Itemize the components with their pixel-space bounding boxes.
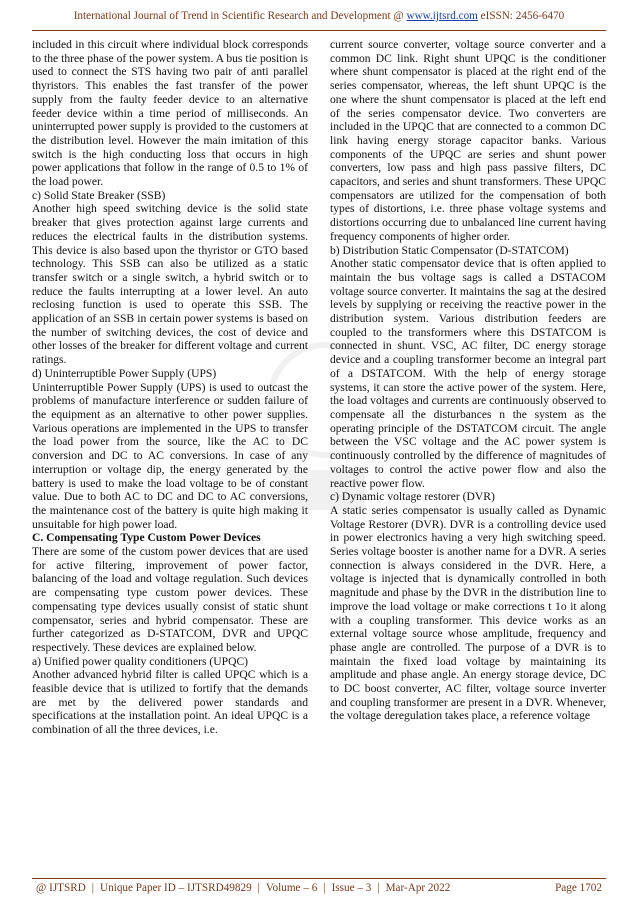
section-heading-c: C. Compensating Type Custom Power Devices — [32, 531, 261, 545]
subsection-heading-ssb: c) Solid State Breaker (SSB) — [32, 188, 166, 202]
footer-paper-id: Unique Paper ID – IJTSRD49829 — [100, 882, 252, 894]
paragraph: A static series compensator is usually called as Dynamic Voltage Restorer (DVR). DVR is a controlling device used in power electronics having a very high switching speed. Series voltage booster is another name for a DVR. A series connection is always considered in the DVR. Here, a voltage is injected that is dynamically controlled in both magnitude and phase by the DVR in the distribution line to improve the load voltage or make corrections t 1o it along with a coupling transformer. This device works as an external voltage source whose amplitude, frequency and phase angle are controlled. The purpose of a DVR is to maintain the fixed load voltage by maintaining its amplitude and phase angle. An energy storage device, DC to DC boost converter, AC filter, voltage source inverter and coupling transformer are present in a DVR. Whenever, the voltage deregulation takes place, a reference voltage — [330, 503, 606, 723]
journal-name: International Journal of Trend in Scientific Research and Development @ — [73, 10, 407, 22]
footer-volume: Volume – 6 — [265, 882, 318, 894]
subsection-heading-dvr: c) Dynamic voltage restorer (DVR) — [330, 490, 495, 504]
page-number: Page 1702 — [555, 882, 602, 894]
footer-meta: @ IJTSRD | Unique Paper ID – IJTSRD49829 | Volume – 6 | Issue – 3 | Mar-Apr 2022 — [36, 882, 451, 894]
footer-date: Mar-Apr 2022 — [385, 882, 451, 894]
header-divider — [32, 30, 606, 31]
running-footer — [36, 882, 602, 894]
paragraph: Another high speed switching device is the solid state breaker that gives protection against large currents and reduces the electrical faults in the distribution systems. This device is also based upon the thyristor or GTO based technology. This SSB can also be utilized as a static transfer switch or a single switch, a hybrid switch or to reduce the faults interrupting at a lower level. An auto reclosing function is used to operate this SSB. The application of an SSB in certain power systems is based on the number of switching devices, the cost of device and other losses of the breaker for different voltage and current ratings. — [32, 202, 308, 367]
left-column — [32, 38, 308, 737]
footer-divider — [32, 878, 606, 879]
footer-site: @ IJTSRD — [36, 882, 86, 894]
paragraph: Uninterruptible Power Supply (UPS) is used to outcast the problems of manufacture interference or sudden failure of the equipment as an alternative to other power supplies. Various operations are implemented in the UPS to transfer the load power from the source, like the AC to DC conversion and DC to AC conversions. In case of any interruption or voltage dip, the energy generated by the battery is used to make the load voltage to be of constant value. Due to both AC to DC and DC to AC conversions, the maintenance cost of the battery is quite high making it unsuitable for high power load. — [32, 380, 308, 531]
right-column — [330, 38, 606, 723]
subsection-heading-dstatcom: b) Distribution Static Compensator (D-STATCOM) — [330, 243, 569, 257]
journal-url-link[interactable]: www.ijtsrd.com — [406, 10, 478, 22]
paragraph: Another advanced hybrid filter is called UPQC which is a feasible device that is utilized to fortify that the demands are met by the delivered power standards and specifications at the installation point. An ideal UPQC is a combination of all the three devices, i.e. — [32, 668, 308, 737]
paragraph: Another static compensator device that is often applied to maintain the bus voltage sags is called a DSTACOM voltage source converter. It maintains the sag at the desired levels by supplying or receiving the reactive power in the distribution system. Various distribution feeders are coupled to the transformers where this DSTATCOM is connected in shunt. VSC, AC filter, DC energy storage device and a coupling transformer become an integral part of a DSTATCOM. With the help of energy storage systems, it can store the active power of the system. Here, the load voltages and currents are continuously observed to compensate all the disturbances n the system as the operating principle of the DSTATCOM circuit. The angle between the VSC voltage and the AC power system is continuously controlled by the difference of magnitudes of voltages to control the active power flow and also the reactive power flow. — [330, 257, 606, 490]
running-header — [0, 10, 638, 22]
subsection-heading-ups: d) Uninterruptible Power Supply (UPS) — [32, 366, 217, 380]
subsection-heading-upqc: a) Unified power quality conditioners (UPQC) — [32, 654, 249, 668]
paragraph: There are some of the custom power devices that are used for active filtering, improvement of power factor, balancing of the load and voltage regulation. Such devices are compensating type custom power devices. These compensating type devices usually consist of static shunt compensator, series and hybrid compensator. These are further categorized as D-STATCOM, DVR and UPQC respectively. These devices are explained below. — [32, 545, 308, 654]
paragraph: included in this circuit where individual block corresponds to the three phase of the power system. A bus tie position is used to connect the STS having two pair of anti parallel thyristors. This enables the fast transfer of the power supply from the faulty feeder device to an alternative feeder device within a time period of milliseconds. An uninterrupted power supply is provided to the customers at the distribution level. However the main imitation of this switch is the high conducting loss that occurs in high power applications that follow in the range of 0.5 to 1% of the load power. — [32, 38, 308, 189]
issn: eISSN: 2456-6470 — [477, 10, 565, 22]
paragraph: current source converter, voltage source converter and a common DC link. Right shunt UPQC is the conditioner where shunt compensator is placed at the right end of the series compensator, whereas, the left shunt UPQC is the one where the shunt compensator is placed at the left end of the series compensator device. Two converters are included in the UPQC that are connected to a common DC link having energy storage capacitor banks. Various components of the UPQC are series and shunt power converters, low pass and high pass passive filters, DC capacitors, and series and shunt transformers. These UPQC compensators are utilized for the compensation of both types of distortions, i.e. three phase voltage systems and distortions occurring due to unbalanced line current having frequency components of higher order. — [330, 38, 606, 243]
footer-issue: Issue – 3 — [331, 882, 372, 894]
